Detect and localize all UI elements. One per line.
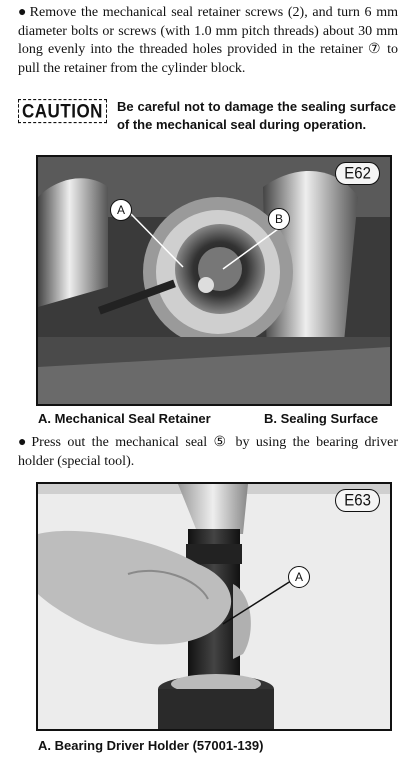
bullet-icon: ● [18, 5, 28, 20]
callout-b: B [268, 208, 290, 230]
figure-e63-tag: E63 [335, 489, 380, 512]
step1-paragraph [18, 4, 398, 78]
callout-a: A [110, 199, 132, 221]
figure-e63-photo [36, 482, 392, 731]
figure-e62-photo [36, 155, 392, 406]
driver-holder-photo-illustration [38, 484, 390, 729]
step2-paragraph [18, 434, 398, 471]
caution-text: Be careful not to damage the sealing surface of the mechanical seal during operation. [116, 99, 396, 132]
caution-notice [18, 98, 396, 133]
figure-e62-tag: E62 [335, 162, 380, 185]
callout-a: A [288, 566, 310, 588]
engine-photo-illustration [38, 157, 390, 404]
step1-text: Remove the mechanical seal retainer screws (2), and turn 6 mm diameter bolts or screws (with 1.0 mm pitch threads) about 30 mm long evenly into the threaded holes provided in the retainer ⑦ to pull the retainer from the cylinder block. [18, 5, 398, 76]
caption-mechanical-seal-retainer: A. Mechanical Seal Retainer [38, 411, 211, 426]
caption-bearing-driver-holder: A. Bearing Driver Holder (57001-139) [38, 738, 264, 753]
caption-sealing-surface: B. Sealing Surface [264, 411, 379, 426]
caution-badge: CAUTION [18, 99, 107, 123]
bullet-icon: ● [18, 435, 30, 450]
step2-text: Press out the mechanical seal ⑤ by using the bearing driver holder (special tool). [18, 435, 398, 469]
